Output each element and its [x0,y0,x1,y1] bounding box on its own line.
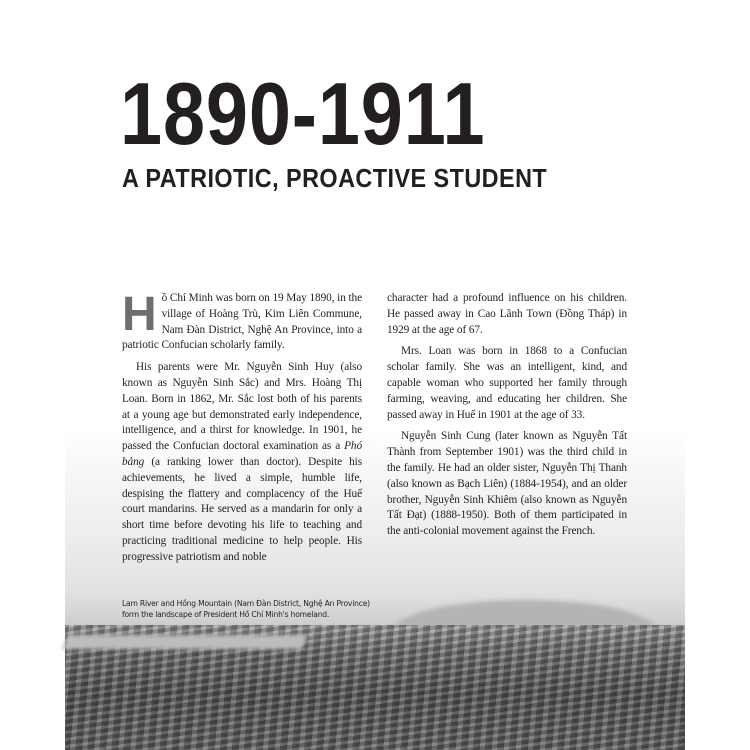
paragraph: character had a profound influence on his children. He passed away in Cao Lãnh Town (Đồng Tháp) in 1929 at the age of 67. [387,292,627,336]
river [62,635,307,649]
chapter-subtitle: A PATRIOTIC, PROACTIVE STUDENT [122,163,548,193]
caption-line: Lam River and Hồng Mountain (Nam Đàn District, Nghệ An Province) [122,599,370,608]
text-column-left [122,288,362,572]
italic-term: Phó bảng [122,440,362,468]
caption-line: form the landscape of President Hồ Chí Minh's homeland. [122,610,330,619]
chapter-title: 1890-1911 [120,64,486,163]
paragraph [122,360,362,565]
drop-cap: H [122,288,157,341]
paragraph [122,288,362,354]
paragraph: Mrs. Loan was born in 1868 to a Confucian scholar family. She was an intelligent, kind, and capable woman who supported her family through farming, weaving, and educating her children. She passed away in Huế in 1901 at the age of 33. [387,345,627,421]
paragraph: Nguyễn Sinh Cung (later known as Nguyễn Tất Thành from September 1901) was the third child in the family. He had an older sister, Nguyễn Thị Thanh (also known as Bạch Liên) (1884-1954), and an older brother, Nguyễn Sinh Khiêm (also known as Nguyễn Tất Đạt) (1888-1950). Both of them participated in the anti-colonial movement against the French. [387,430,627,538]
text-column-right [387,291,627,546]
photo-caption [122,598,370,620]
paragraph-text: His parents were Mr. Nguyễn Sinh Huy (also known as Nguyễn Sinh Sắc) and Mrs. Hoàng Thị Loan. Born in 1862, Mr. Sắc lost both of his parents at a young age but demonstrated early independence, intelligence, and a thirst for knowledge. In 1901, he passed the Confucian doctoral examination as a [122,361,362,453]
paragraph-text: ồ Chí Minh was born on 19 May 1890, in the village of Hoàng Trù, Kim Liên Commune, Nam Đàn District, Nghệ An Province, into a patriotic Confucian scholarly family. [122,292,362,352]
paragraph-text: (a ranking lower than doctor). Despite his achievements, he lived a simple, humble life, despising the flattery and complacency of the Huế court mandarins. He served as a mandarin for only a short time before devoting his life to teaching and practicing traditional medicine to help people. His progressive patriotism and noble [122,455,362,563]
